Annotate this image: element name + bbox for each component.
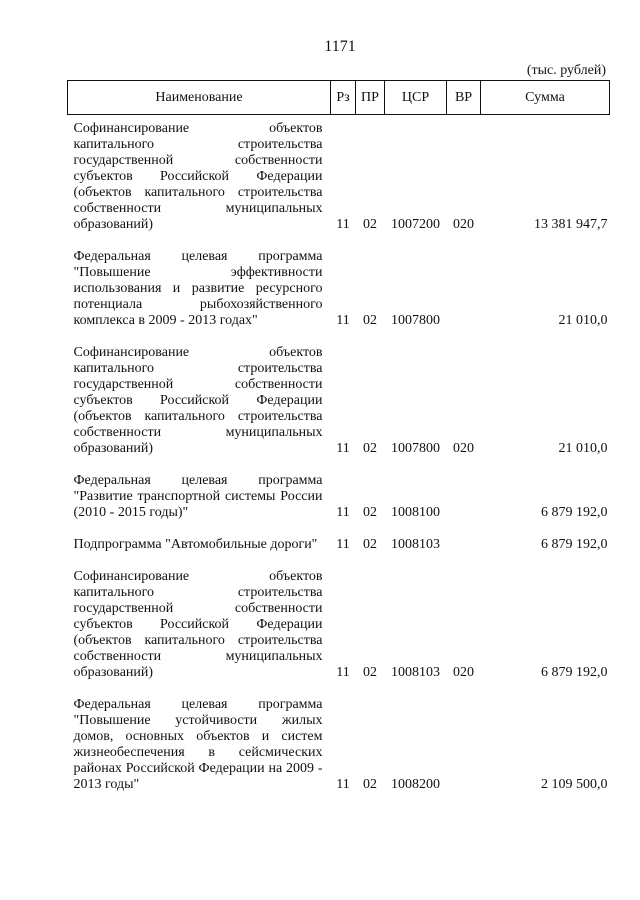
table-row bbox=[68, 339, 610, 467]
row-csr: 1008103 bbox=[391, 665, 440, 680]
row-name: Софинансирование объектов капитального строительства государственной собственности субъектов Российской Федерации (объектов капитального строительства собственности муниципальных образований) bbox=[73, 569, 323, 680]
row-pr: 02 bbox=[363, 313, 377, 328]
row-sum: 2 109 500,0 bbox=[541, 777, 608, 792]
row-pr: 02 bbox=[363, 665, 377, 680]
table-row bbox=[68, 115, 610, 244]
row-name: Подпрограмма "Автомобильные дороги" bbox=[73, 537, 318, 552]
row-sum: 13 381 947,7 bbox=[534, 217, 608, 232]
row-vr bbox=[447, 691, 481, 803]
row-csr: 1007200 bbox=[391, 217, 440, 232]
row-name: Федеральная целевая программа "Повышение устойчивости жилых домов, основных объектов и систем жизнеобеспечения в сейсмических районах Российской Федерации на 2009 - 2013 годы" bbox=[73, 697, 323, 792]
row-sum: 6 879 192,0 bbox=[541, 665, 608, 680]
row-sum: 21 010,0 bbox=[558, 313, 608, 328]
row-pr: 02 bbox=[363, 537, 377, 552]
row-rz: 11 bbox=[336, 505, 350, 520]
row-rz: 11 bbox=[336, 537, 350, 552]
row-csr: 1008200 bbox=[391, 777, 440, 792]
row-pr: 02 bbox=[363, 777, 377, 792]
row-vr: 020 bbox=[453, 217, 474, 232]
table-row bbox=[68, 243, 610, 339]
header-name: Наименование bbox=[68, 81, 331, 115]
header-sum: Сумма bbox=[481, 81, 610, 115]
header-pr: ПР bbox=[356, 81, 385, 115]
table-header-row bbox=[68, 81, 610, 115]
row-sum: 6 879 192,0 bbox=[541, 505, 608, 520]
table-row bbox=[68, 467, 610, 531]
row-name: Софинансирование объектов капитального строительства государственной собственности субъектов Российской Федерации (объектов капитального строительства собственности муниципальных образований) bbox=[73, 121, 323, 232]
header-rz: Рз bbox=[331, 81, 356, 115]
table-row bbox=[68, 691, 610, 803]
row-rz: 11 bbox=[336, 777, 350, 792]
budget-table bbox=[67, 80, 610, 803]
row-rz: 11 bbox=[336, 441, 350, 456]
row-name: Федеральная целевая программа "Повышение эффективности использования и развитие ресурсного потенциала рыбохозяйственного комплекса в 2009 - 2013 годах" bbox=[73, 249, 323, 328]
row-csr: 1007800 bbox=[391, 313, 440, 328]
row-vr bbox=[447, 531, 481, 563]
row-rz: 11 bbox=[336, 313, 350, 328]
header-csr: ЦСР bbox=[385, 81, 447, 115]
table-row bbox=[68, 563, 610, 691]
page-number: 1171 bbox=[324, 38, 356, 55]
row-rz: 11 bbox=[336, 665, 350, 680]
row-rz: 11 bbox=[336, 217, 350, 232]
table-row bbox=[68, 531, 610, 563]
row-vr bbox=[447, 467, 481, 531]
row-sum: 21 010,0 bbox=[558, 441, 608, 456]
row-sum: 6 879 192,0 bbox=[541, 537, 608, 552]
row-name: Федеральная целевая программа "Развитие транспортной системы России (2010 - 2015 годы)" bbox=[73, 473, 323, 520]
row-vr: 020 bbox=[453, 441, 474, 456]
row-pr: 02 bbox=[363, 505, 377, 520]
row-csr: 1007800 bbox=[391, 441, 440, 456]
row-vr: 020 bbox=[453, 665, 474, 680]
units-label: (тыс. рублей) bbox=[526, 63, 606, 78]
row-pr: 02 bbox=[363, 441, 377, 456]
row-vr bbox=[447, 243, 481, 339]
row-csr: 1008100 bbox=[391, 505, 440, 520]
header-vr: ВР bbox=[447, 81, 481, 115]
row-name: Софинансирование объектов капитального строительства государственной собственности субъектов Российской Федерации (объектов капитального строительства собственности муниципальных образований) bbox=[73, 345, 323, 456]
row-csr: 1008103 bbox=[391, 537, 440, 552]
row-pr: 02 bbox=[363, 217, 377, 232]
